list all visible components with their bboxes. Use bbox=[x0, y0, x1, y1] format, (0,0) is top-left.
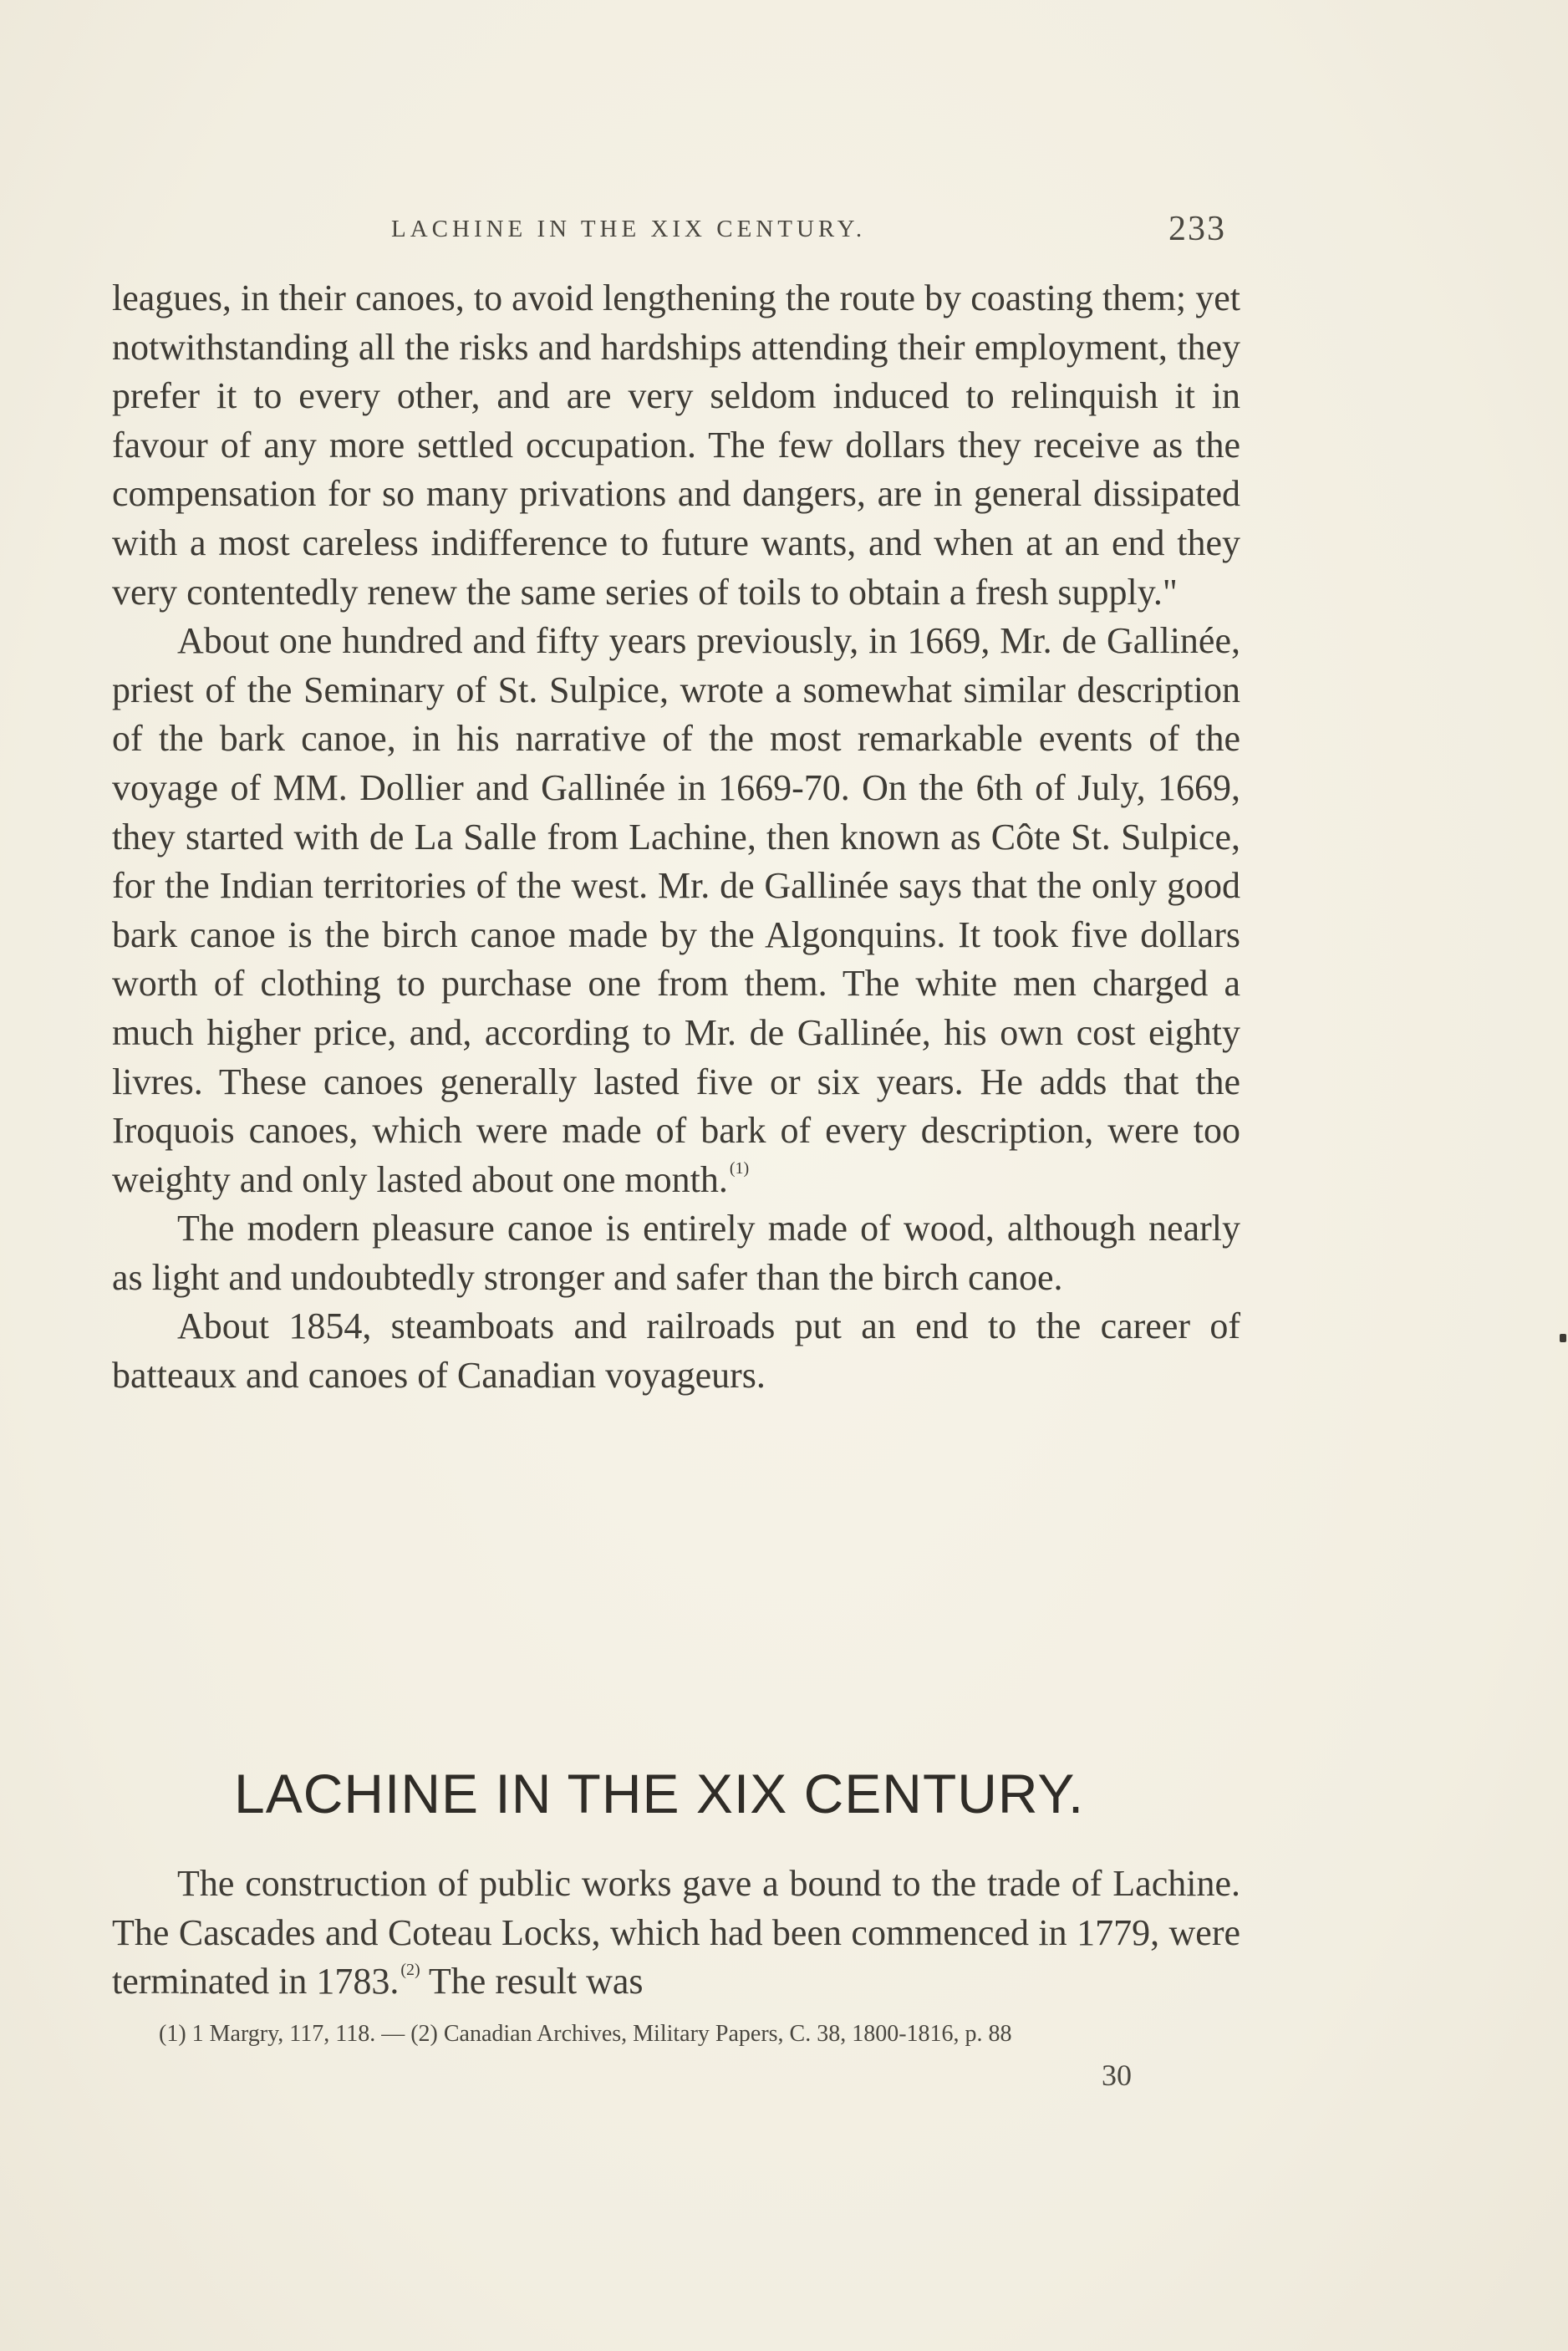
footnotes: (1) 1 Margry, 117, 118. — (2) Canadian Archives, Military Papers, C. 38, 1800-1816, p. 88 bbox=[159, 2021, 1012, 2047]
footnote-ref-2: (2) bbox=[400, 1961, 420, 1980]
page-edge-mark bbox=[1560, 1334, 1566, 1342]
paragraph-steamboats: About 1854, steamboats and railroads put an end to the career of batteaux and canoes of Canadian voyageurs. bbox=[112, 1305, 1240, 1397]
page-number: 233 bbox=[1168, 210, 1226, 248]
paragraph-gallinee bbox=[112, 617, 1240, 1204]
paragraph-public-works bbox=[112, 1860, 1240, 2007]
paragraph-continuation: leagues, in their canoes, to avoid lengthening the route by coasting them; yet notwithstanding all the risks and hardships attending their employment, they prefer it to every other, and are very seldom induced to relinquish it in favour of any more settled occupation. The few dollars they receive as the compensation for so many privations and dangers, are in general dissipated with a most careless indifference to future wants, and when at an end they very contentedly renew the same series of toils to obtain a fresh supply." bbox=[112, 277, 1240, 613]
running-head: LACHINE IN THE XIX CENTURY. bbox=[391, 216, 867, 242]
body-text-upper bbox=[112, 274, 1240, 1401]
paragraph-gallinee-text: About one hundred and fifty years previously, in 1669, Mr. de Gallinée, priest of the Seminary of St. Sulpice, wrote a somewhat similar description of the bark canoe, in his narrative of the most remarkable events of the voyage of MM. Dollier and Gallinée in 1669-70. On the 6th of July, 1669, they started with de La Salle from Lachine, then known as Côte St. Sulpice, for the Indian territories of the west. Mr. de Gallinée says that the only good bark canoe is the birch canoe made by the Algonquins. It took five dollars worth of clothing to purchase one from them. The white men charged a much higher price, and, according to Mr. de Gallinée, his own cost eighty livres. These canoes generally lasted five or six years. He adds that the Iroquois canoes, which were made of bark of every description, were too weighty and only lasted about one month. bbox=[112, 620, 1240, 1200]
body-text-lower bbox=[112, 1860, 1240, 2007]
signature-mark: 30 bbox=[1102, 2058, 1132, 2092]
footnote-ref-1: (1) bbox=[729, 1158, 750, 1178]
paragraph-public-works-text: The construction of public works gave a bound to the trade of Lachine. The Cascades and Coteau Locks, which had been commenced in 1779, were terminated in 1783. bbox=[112, 1863, 1240, 2002]
section-heading: LACHINE IN THE XIX CENTURY. bbox=[234, 1763, 1085, 1824]
paragraph-modern-canoe: The modern pleasure canoe is entirely made of wood, although nearly as light and undoubtedly stronger and safer than the birch canoe. bbox=[112, 1208, 1240, 1298]
paragraph-public-works-tail: The result was bbox=[428, 1961, 644, 2002]
